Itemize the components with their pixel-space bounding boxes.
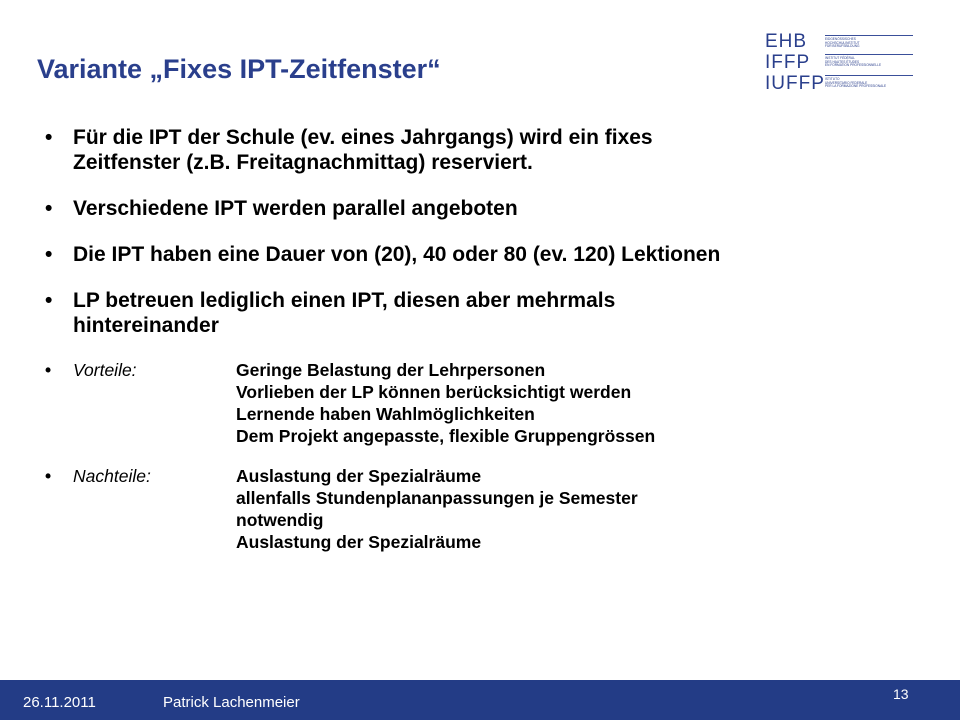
logo-ehb: EHB bbox=[765, 31, 808, 52]
bullet-item bbox=[45, 125, 925, 175]
vorteil-text: Dem Projekt angepasste, flexible Gruppengrössen bbox=[236, 426, 656, 446]
bullet-dot: • bbox=[45, 243, 53, 266]
footer-bar bbox=[0, 680, 960, 720]
footer-date: 26.11.2011 bbox=[23, 694, 96, 711]
bullet-dot: • bbox=[45, 289, 53, 312]
logo-rule bbox=[825, 75, 913, 76]
logo-rule bbox=[825, 35, 913, 36]
footer-author: Patrick Lachenmeier bbox=[163, 694, 300, 711]
bullet-item bbox=[45, 288, 925, 338]
bullet-text: hintereinander bbox=[73, 314, 219, 337]
nachteil-text: Auslastung der Spezialräume bbox=[236, 532, 482, 552]
nachteil-text: allenfalls Stundenplananpassungen je Semester bbox=[236, 488, 638, 508]
nachteile-label: Nachteile: bbox=[73, 466, 151, 486]
page-number: 13 bbox=[893, 686, 909, 702]
bullet-list bbox=[45, 125, 925, 571]
nachteile-item bbox=[45, 465, 925, 553]
bullet-text: LP betreuen lediglich einen IPT, diesen aber mehrmals bbox=[73, 289, 616, 312]
logo-iffp: IFFP bbox=[765, 52, 811, 73]
nachteile-list bbox=[236, 465, 638, 553]
bullet-dot: • bbox=[45, 466, 52, 486]
vorteil-text: Geringe Belastung der Lehrpersonen bbox=[236, 360, 546, 380]
ehb-iffp-iuffp-logo bbox=[765, 32, 915, 94]
bullet-dot: • bbox=[45, 197, 53, 220]
bullet-text: Zeitfenster (z.B. Freitagnachmittag) reserviert. bbox=[73, 151, 533, 174]
bullet-item bbox=[45, 196, 925, 221]
nachteil-text: Auslastung der Spezialräume bbox=[236, 466, 482, 486]
bullet-item bbox=[45, 242, 925, 267]
vorteile-label: Vorteile: bbox=[73, 360, 137, 380]
slide-title: Variante „Fixes IPT-Zeitfenster“ bbox=[37, 54, 441, 84]
bullet-text: Verschiedene IPT werden parallel angeboten bbox=[73, 197, 518, 220]
bullet-dot: • bbox=[45, 360, 52, 380]
logo-rule bbox=[825, 54, 913, 55]
logo-fine-de: EIDGENÖSSISCHES HOCHSCHULINSTITUT FÜR BERUFSBILDUNG bbox=[825, 37, 860, 49]
bullet-text: Für die IPT der Schule (ev. eines Jahrgangs) wird ein fixes bbox=[73, 126, 653, 149]
vorteil-text: Lernende haben Wahlmöglichkeiten bbox=[236, 404, 535, 424]
vorteile-item bbox=[45, 359, 925, 447]
logo-fine-it: ISTITUTO UNIVERSITARIO FEDERALE PER LA FORMAZIONE PROFESSIONALE bbox=[825, 77, 887, 89]
bullet-text: Die IPT haben eine Dauer von (20), 40 oder 80 (ev. 120) Lektionen bbox=[73, 243, 721, 266]
vorteile-list bbox=[236, 359, 655, 447]
vorteil-text: Vorlieben der LP können berücksichtigt werden bbox=[236, 382, 632, 402]
logo-iuffp: IUFFP bbox=[765, 73, 825, 94]
nachteil-text: notwendig bbox=[236, 510, 324, 530]
logo-fine-fr: INSTITUT FÉDÉRAL DES HAUTES ÉTUDES EN FORMATION PROFESSIONNELLE bbox=[825, 56, 882, 68]
bullet-dot: • bbox=[45, 126, 53, 149]
